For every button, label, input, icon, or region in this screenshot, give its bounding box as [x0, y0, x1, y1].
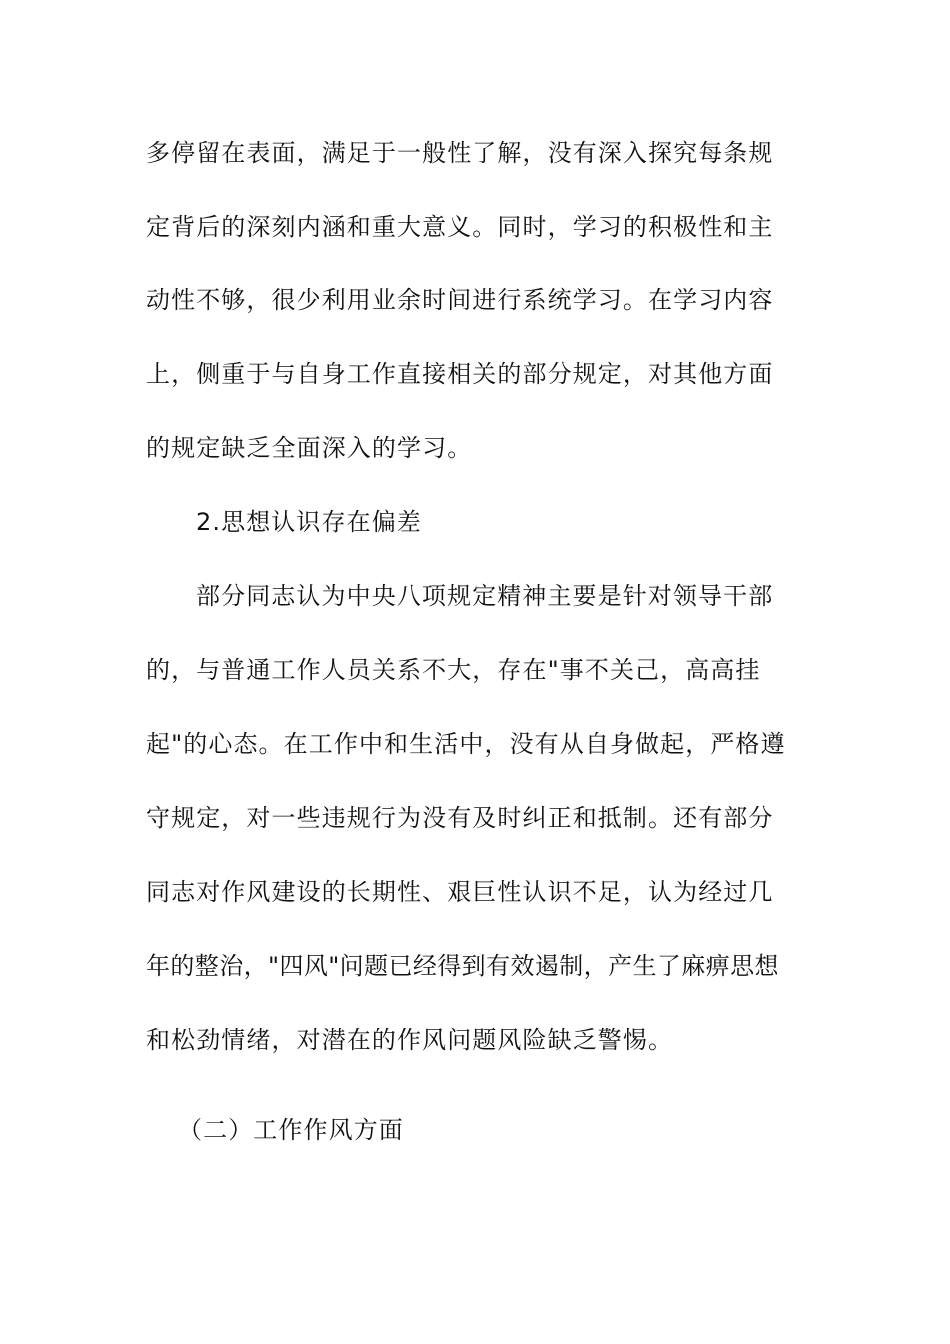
section-heading: 2.思想认识存在偏差	[196, 508, 422, 536]
paragraph-line: 起"的心态。在工作中和生活中，没有从自身做起，严格遵	[146, 730, 786, 758]
paragraph-line: 定背后的深刻内涵和重大意义。同时，学习的积极性和主	[146, 213, 774, 241]
paragraph-line: 年的整治，"四风"问题已经得到有效遏制，产生了麻痹思想	[146, 952, 779, 980]
paragraph-line: 多停留在表面，满足于一般性了解，没有深入探究每条规	[146, 139, 774, 167]
paragraph-line: 的，与普通工作人员关系不大，存在"事不关己，高高挂	[146, 656, 761, 684]
section-heading: （二）工作作风方面	[178, 1116, 404, 1144]
paragraph-line: 部分同志认为中央八项规定精神主要是针对领导干部	[196, 582, 774, 610]
paragraph-line: 和松劲情绪，对潜在的作风问题风险缺乏警惕。	[146, 1026, 674, 1054]
paragraph-line: 同志对作风建设的长期性、艰巨性认识不足，认为经过几	[146, 878, 774, 906]
paragraph-line: 的规定缺乏全面深入的学习。	[146, 434, 473, 462]
paragraph-line: 守规定，对一些违规行为没有及时纠正和抵制。还有部分	[146, 804, 774, 832]
paragraph-line: 上，侧重于与自身工作直接相关的部分规定，对其他方面	[146, 360, 774, 388]
paragraph-line: 动性不够，很少利用业余时间进行系统学习。在学习内容	[146, 286, 774, 314]
